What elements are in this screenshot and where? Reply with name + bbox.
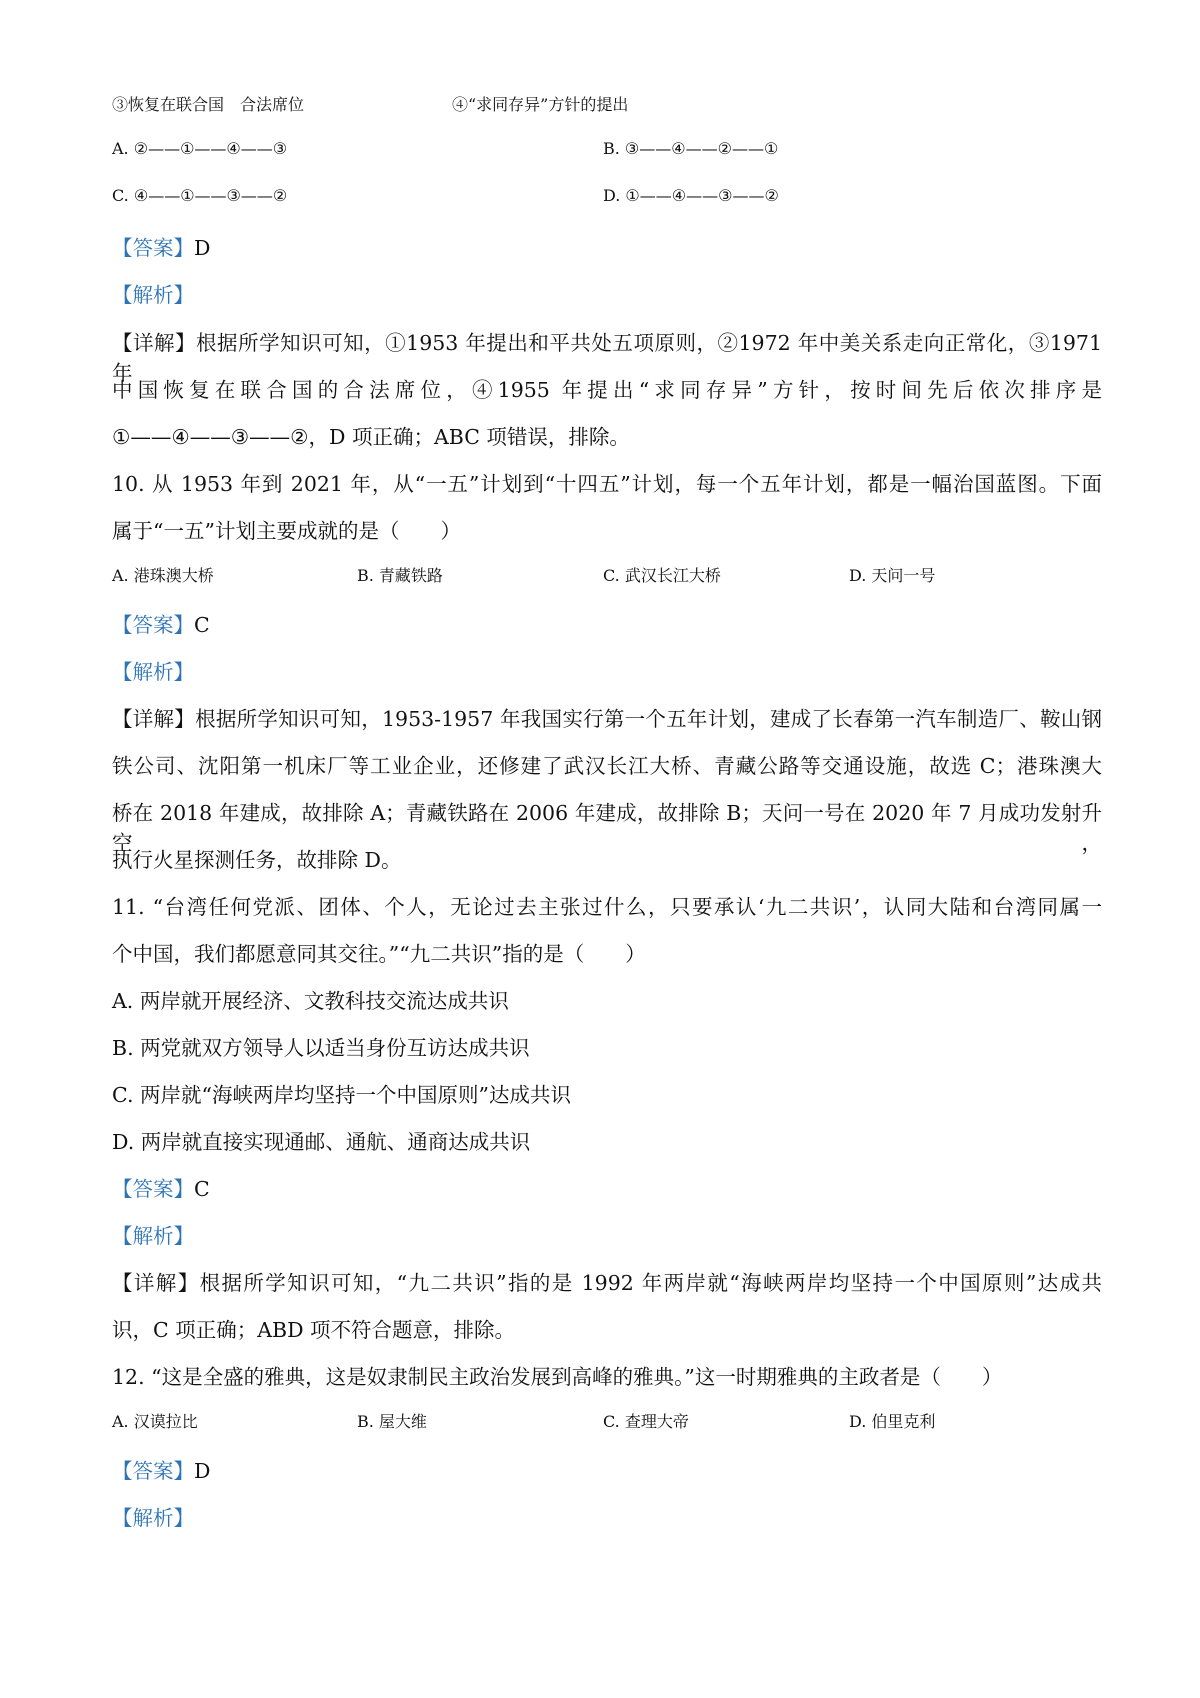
detail-label: 【详解】 bbox=[112, 1271, 200, 1295]
q11-answer bbox=[112, 1174, 1102, 1204]
answer-value: C bbox=[194, 1177, 210, 1201]
q9-option-a: A. ②——①——④——③ bbox=[112, 139, 288, 158]
q10-option-a: A. 港珠澳大桥 bbox=[112, 566, 214, 585]
q12-option-c: C. 查理大帝 bbox=[603, 1412, 689, 1431]
q11-stem-line-1: 11. “台湾任何党派、团体、个人，无论过去主张过什么，只要承认‘九二共识’，认同大陆和台湾同属一 bbox=[112, 895, 1102, 919]
q10-detail-line-3: 桥在 2018 年建成，故排除 A；青藏铁路在 2006 年建成，故排除 B；天问一号在 2020 年 7 月成功发射升空， bbox=[112, 801, 1102, 855]
q10-option-c: C. 武汉长江大桥 bbox=[603, 566, 721, 585]
answer-label: 【答案】 bbox=[112, 1459, 194, 1483]
q10-stem-line-1: 10. 从 1953 年到 2021 年，从“一五”计划到“十四五”计划，每一个五年计划，都是一幅治国蓝图。下面 bbox=[112, 472, 1102, 496]
q9-item-4: ④“求同存异”方针的提出 bbox=[452, 95, 629, 114]
q9-item-3: ③恢复在联合国 合法席位 bbox=[112, 95, 305, 114]
q12-option-d: D. 伯里克利 bbox=[849, 1412, 936, 1431]
q9-analysis-label: 【解析】 bbox=[112, 283, 194, 307]
q9-options-row-2 bbox=[0, 186, 1200, 216]
q10-option-d: D. 天问一号 bbox=[849, 566, 936, 585]
answer-value: C bbox=[194, 613, 210, 637]
answer-label: 【答案】 bbox=[112, 613, 194, 637]
q10-option-b: B. 青藏铁路 bbox=[357, 566, 443, 585]
q12-answer bbox=[112, 1456, 1102, 1486]
detail-text: 根据所学知识可知，“九二共识”指的是 1992 年两岸就“海峡两岸均坚持一个中国原则”达成共 bbox=[199, 1271, 1103, 1295]
q10-detail-line-2: 铁公司、沈阳第一机床厂等工业企业，还修建了武汉长江大桥、青藏公路等交通设施，故选 C；港珠澳大 bbox=[112, 754, 1102, 778]
q12-options-row bbox=[0, 1409, 1200, 1439]
q9-option-c: C. ④——①——③——② bbox=[112, 186, 288, 205]
q11-option-c: C. 两岸就“海峡两岸均坚持一个中国原则”达成共识 bbox=[112, 1083, 571, 1107]
detail-label: 【详解】 bbox=[112, 707, 196, 731]
q11-detail-line-1 bbox=[112, 1268, 1102, 1298]
q11-option-a: A. 两岸就开展经济、文教科技交流达成共识 bbox=[112, 989, 509, 1013]
q10-stem-line-2: 属于“一五”计划主要成就的是（ ） bbox=[112, 519, 461, 543]
answer-value: D bbox=[194, 1459, 211, 1483]
answer-value: D bbox=[194, 236, 211, 260]
q11-option-b: B. 两党就双方领导人以适当身份互访达成共识 bbox=[112, 1036, 530, 1060]
q12-option-b: B. 屋大维 bbox=[357, 1412, 427, 1431]
detail-text: 根据所学知识可知，1953-1957 年我国实行第一个五年计划，建成了长春第一汽车制造厂、鞍山钢 bbox=[195, 707, 1102, 731]
q12-stem: 12. “这是全盛的雅典，这是奴隶制民主政治发展到高峰的雅典。”这一时期雅典的主政者是（ ） bbox=[112, 1365, 1003, 1389]
q11-analysis-label: 【解析】 bbox=[112, 1224, 194, 1248]
answer-label: 【答案】 bbox=[112, 1177, 194, 1201]
q11-option-d: D. 两岸就直接实现通邮、通航、通商达成共识 bbox=[112, 1130, 531, 1154]
q10-detail-line-4: 执行火星探测任务，故排除 D。 bbox=[112, 848, 402, 872]
q10-detail-line-1 bbox=[112, 704, 1102, 734]
detail-label: 【详解】 bbox=[112, 331, 197, 355]
q11-detail-line-2: 识，C 项正确；ABD 项不符合题意，排除。 bbox=[112, 1318, 516, 1342]
detail-text: 根据所学知识可知，①1953 年提出和平共处五项原则，②1972 年中美关系走向正常化，③1971 年 bbox=[112, 331, 1102, 385]
q12-option-a: A. 汉谟拉比 bbox=[112, 1412, 198, 1431]
q11-stem-line-2: 个中国，我们都愿意同其交往。”“九二共识”指的是（ ） bbox=[112, 942, 646, 966]
q10-analysis-label: 【解析】 bbox=[112, 660, 194, 684]
q9-answer bbox=[112, 233, 1102, 263]
q9-detail-line-2: 中国恢复在联合国的合法席位，④1955 年提出“求同存异”方针，按时间先后依次排序是 bbox=[112, 378, 1102, 402]
q9-items-line bbox=[0, 92, 1200, 122]
answer-label: 【答案】 bbox=[112, 236, 194, 260]
q10-options-row bbox=[0, 563, 1200, 593]
q10-answer bbox=[112, 610, 1102, 640]
q9-option-b: B. ③——④——②——① bbox=[603, 139, 779, 158]
q9-options-row-1 bbox=[0, 139, 1200, 169]
q9-detail-line-3: ①——④——③——②，D 项正确；ABC 项错误，排除。 bbox=[112, 425, 630, 449]
q12-analysis-label: 【解析】 bbox=[112, 1506, 194, 1530]
q9-option-d: D. ①——④——③——② bbox=[603, 186, 779, 205]
